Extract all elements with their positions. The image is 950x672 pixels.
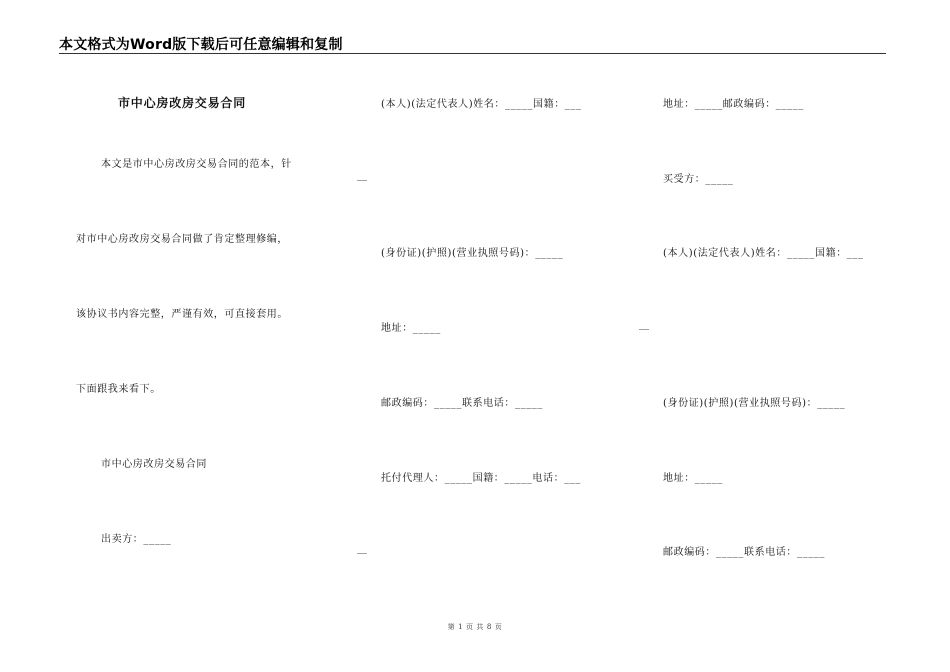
seller-address-postal: 地址：_____邮政编码：_____: [663, 99, 804, 110]
buyer-postal-phone: 邮政编码：_____联系电话：_____: [663, 547, 825, 558]
intro-line-2: 对市中心房改房交易合同做了肯定整理修编，: [76, 234, 288, 245]
seller-field: 出卖方：_____: [101, 534, 172, 545]
intro-line-1: 本文是市中心房改房交易合同的范本，针: [101, 159, 292, 170]
buyer-field: 买受方：_____: [663, 174, 734, 185]
intro-line-4: 下面跟我来看下。: [76, 384, 161, 395]
contract-subtitle: 市中心房改房交易合同: [101, 459, 207, 470]
seller-name-nationality: (本人)(法定代表人)姓名：_____国籍：___: [381, 99, 582, 110]
seller-postal-phone: 邮政编码：_____联系电话：_____: [381, 398, 543, 409]
seller-id-field: (身份证)(护照)(营业执照号码)：_____: [381, 248, 564, 259]
buyer-address-field: 地址：_____: [663, 473, 723, 484]
page-number: 第 1 页 共 8 页: [447, 623, 503, 631]
seller-address-field: 地址：_____: [381, 323, 441, 334]
line-continuation: __: [357, 170, 367, 181]
line-continuation: __: [357, 543, 367, 554]
line-continuation: __: [639, 319, 649, 330]
header-divider: [59, 53, 886, 54]
intro-line-3: 该协议书内容完整，严谨有效，可直接套用。: [76, 309, 288, 320]
contract-title: 市中心房改房交易合同: [118, 96, 247, 110]
buyer-name-nationality: (本人)(法定代表人)姓名：_____国籍：___: [663, 248, 864, 259]
document-header-title: 本文格式为Word版下载后可任意编辑和复制: [59, 37, 343, 53]
agent-field: 托付代理人：_____国籍：_____电话：___: [381, 473, 581, 484]
buyer-id-field: (身份证)(护照)(营业执照号码)：_____: [663, 398, 846, 409]
